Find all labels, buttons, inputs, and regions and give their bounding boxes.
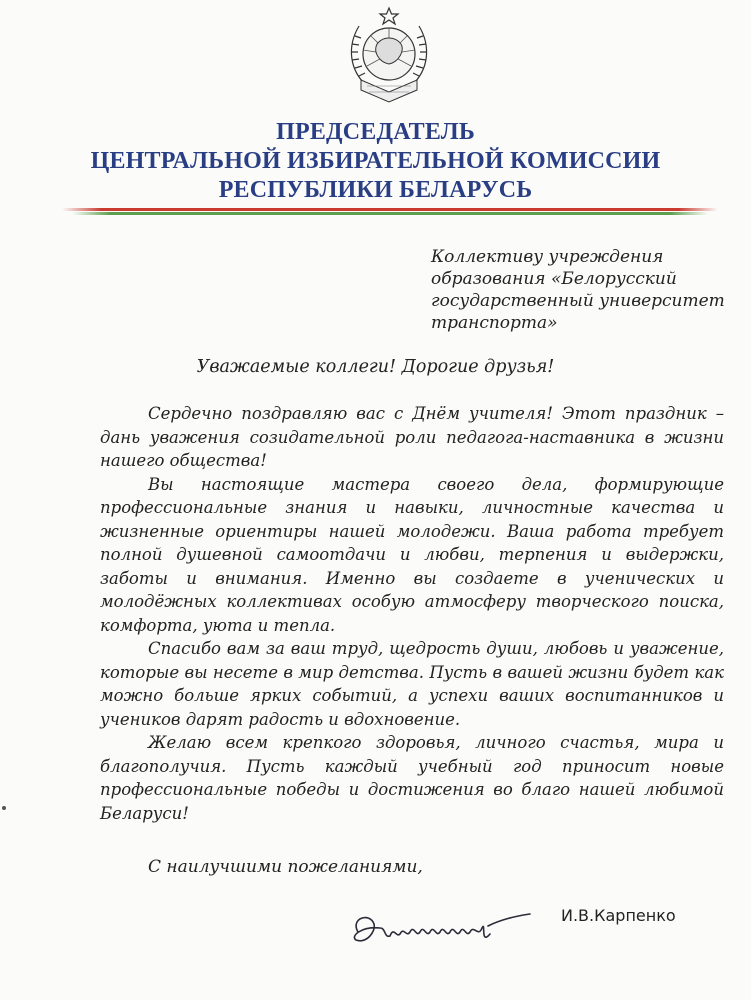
closing-phrase: С наилучшими пожеланиями, (148, 857, 423, 877)
belarus-coat-of-arms-icon (337, 6, 441, 106)
header-line-3: РЕСПУБЛИКИ БЕЛАРУСЬ (218, 177, 533, 203)
divider-green (72, 212, 708, 215)
header-line-1: ПРЕДСЕДАТЕЛЬ (276, 119, 475, 145)
paragraph-2: Вы настоящие мастера своего дела, формирующие профессиональные знания и навыки, личностные качества и жизненные ориентиры нашей молодежи. Ваша работа требует полной душевной самоотдачи и любви, терпения и выдержки, заботы и внимания. Именно вы создаете в ученических и молодёжных коллективах особую атмосферу творческого поиска, комфорта, уюта и тепла. (100, 474, 724, 635)
letter-body (100, 402, 724, 825)
header-line-2: ЦЕНТРАЛЬНОЙ ИЗБИРАТЕЛЬНОЙ КОМИССИИ (90, 148, 661, 174)
addressee-line-3: государственный университет (431, 291, 725, 311)
letterhead-title (0, 118, 751, 205)
scan-speck (2, 806, 6, 810)
divider-red (62, 208, 718, 211)
addressee-line-2: образования «Белорусский (431, 269, 677, 289)
paragraph-3: Спасибо вам за ваш труд, щедрость души, любовь и уважение, которые вы несете в мир детства. Пусть в вашей жизни будет как можно больше ярких событий, а успехи ваших воспитанников и учеников дарят радость и вдохновение. (100, 639, 724, 729)
salutation: Уважаемые коллеги! Дорогие друзья! (196, 357, 555, 377)
signer-name: И.В.Карпенко (561, 906, 676, 925)
handwritten-signature-icon (340, 898, 540, 958)
addressee-line-1: Коллективу учреждения (431, 247, 664, 267)
paragraph-4: Желаю всем крепкого здоровья, личного счастья, мира и благополучия. Пусть каждый учебный год приносит новые профессиональные победы и достижения во благо нашей любимой Беларуси! (100, 733, 724, 823)
addressee-line-4: транспорта» (431, 313, 558, 333)
paragraph-1: Сердечно поздравляю вас с Днём учителя! Этот праздник – дань уважения созидательной роли педагога-наставника в жизни нашего общества! (100, 404, 724, 470)
addressee-block (431, 246, 731, 334)
